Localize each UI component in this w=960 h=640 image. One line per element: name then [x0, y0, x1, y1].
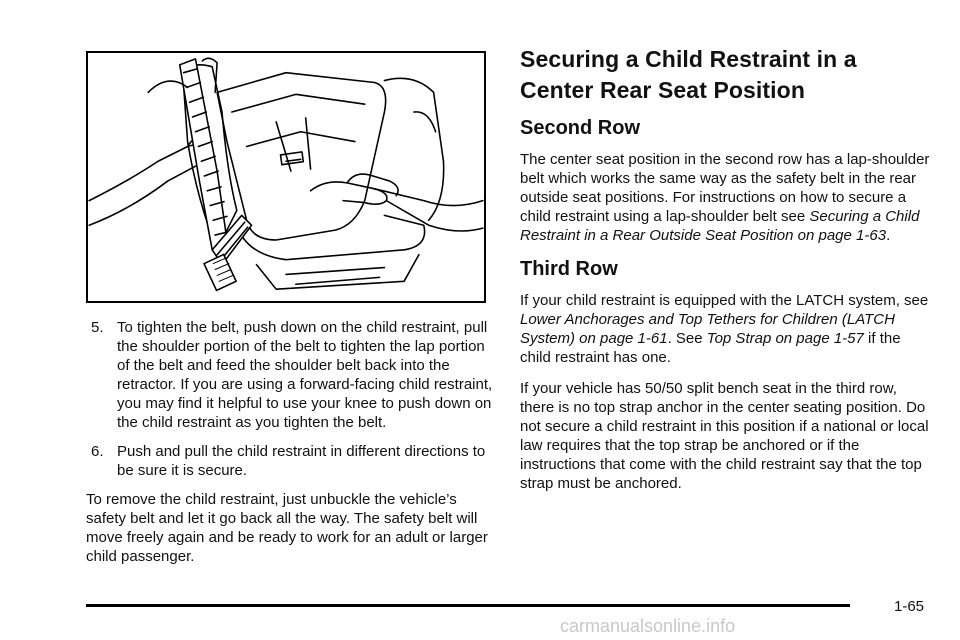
step-5	[86, 318, 496, 432]
step-number: 6.	[91, 443, 104, 460]
page-number: 1-65	[894, 598, 925, 615]
second-row-text: The center seat position in the second row has a lap-shoulder belt which works the same way as the safety belt in the rear outside seat positions. For instructions on how to secure a child restraint using a lap-shoulder belt see	[520, 151, 930, 225]
section-title: Securing a Child Restraint in a Center Rear Seat Position	[520, 46, 857, 103]
second-row-heading: Second Row	[520, 117, 641, 139]
second-row-end: .	[886, 227, 891, 244]
illustration-drawing	[88, 53, 484, 301]
third-row-paragraph-1	[520, 291, 930, 367]
step-number: 5.	[91, 319, 104, 336]
step-6	[86, 442, 496, 480]
latch-reference-link[interactable]: Lower Anchorages and Top Tethers for Children (LATCH System) on page 1-61	[520, 311, 895, 347]
second-row-paragraph	[520, 150, 930, 245]
step-text: To tighten the belt, push down on the child restraint, pull the shoulder portion of the belt to tighten the lap portion of the belt and feed the shoulder belt back into the retractor. If you are using a forward-facing child restraint, you may find it helpful to use your knee to push down on the child restraint as you tighten the belt.	[117, 319, 493, 431]
left-column	[86, 318, 496, 566]
third-row-text-c: if the child restraint has one.	[520, 330, 901, 366]
watermark: carmanualsonline.info	[560, 616, 736, 636]
right-column	[520, 44, 930, 505]
child-restraint-illustration	[86, 51, 486, 303]
footer-rule	[86, 604, 850, 607]
third-row-text-b: . See	[667, 330, 707, 347]
top-strap-reference-link[interactable]: Top Strap on page 1-57	[706, 330, 864, 347]
third-row-heading: Third Row	[520, 258, 618, 280]
third-row-paragraph-2: If your vehicle has 50/50 split bench seat in the third row, there is no top strap anchor in the center seating position. Do not secure a child restraint in this position if a national or local law requires that the top strap be anchored or if the instructions that come with the child restraint say that the top strap must be anchored.	[520, 380, 929, 492]
third-row-text-a: If your child restraint is equipped with the LATCH system, see	[520, 292, 929, 309]
removal-paragraph: To remove the child restraint, just unbuckle the vehicle’s safety belt and let it go back all the way. The safety belt will move freely again and be ready to work for an adult or larger child passenger.	[86, 491, 488, 565]
second-row-reference-link[interactable]: Securing a Child Restraint in a Rear Outside Seat Position on page 1-63	[520, 208, 920, 244]
step-text: Push and pull the child restraint in different directions to be sure it is secure.	[117, 443, 486, 479]
